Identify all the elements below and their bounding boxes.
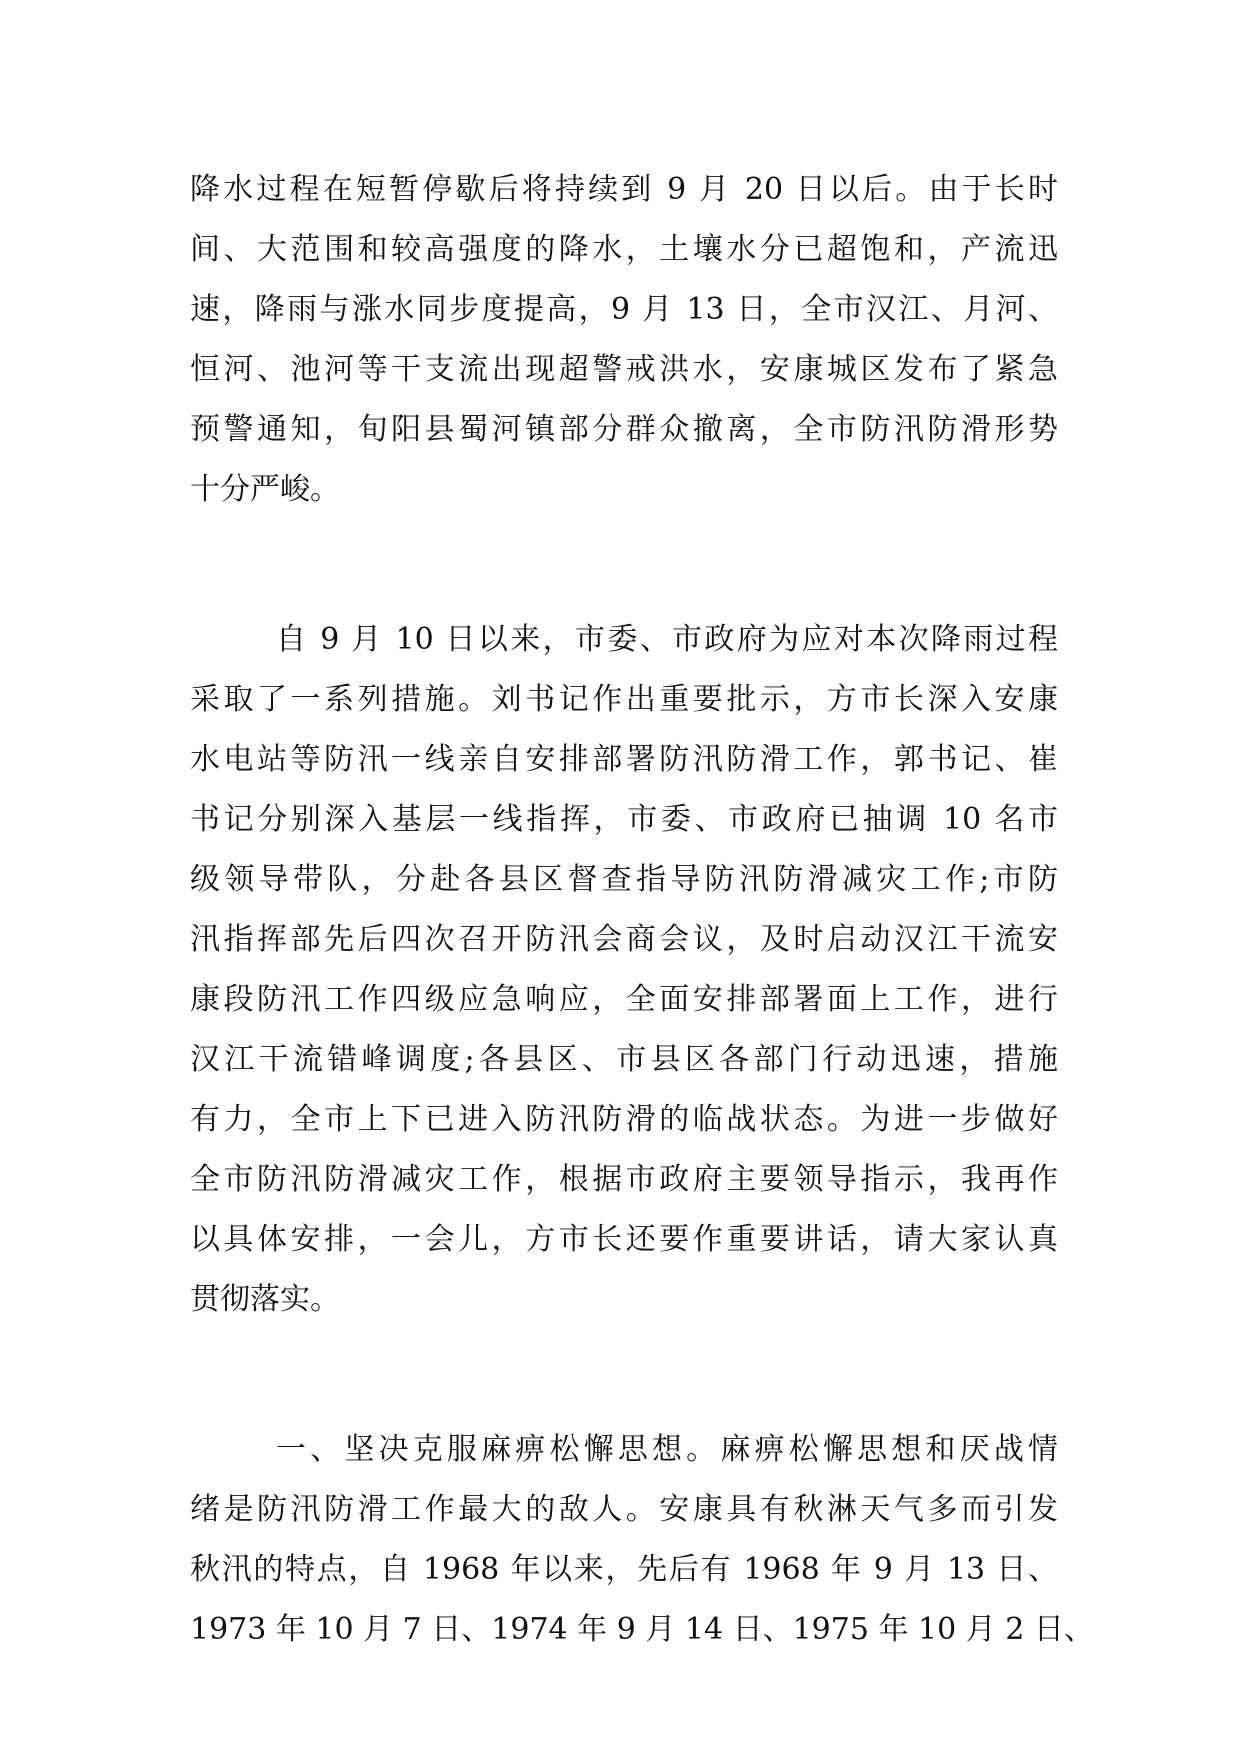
text-line: 十分严峻。 <box>190 472 340 507</box>
text-line: 恒河、池河等干支流出现超警戒洪水，安康城区发布了紧急 <box>190 352 1058 387</box>
text-line: 间、大范围和较高强度的降水，土壤水分已超饱和，产流迅 <box>190 232 1058 267</box>
text-line: 速，降雨与涨水同步度提高，9 月 13 日，全市汉江、月河、 <box>190 292 1058 327</box>
text-line: 汛指挥部先后四次召开防汛会商会议，及时启动汉江干流安 <box>190 922 1058 957</box>
text-line: 预警通知，旬阳县蜀河镇部分群众撤离，全市防汛防滑形势 <box>190 412 1058 447</box>
text-line: 水电站等防汛一线亲自安排部署防汛防滑工作，郭书记、崔 <box>190 742 1058 777</box>
text-line: 降水过程在短暂停歇后将持续到 9 月 20 日以后。由于长时 <box>190 172 1058 207</box>
text-line: 以具体安排，一会儿，方市长还要作重要讲话，请大家认真 <box>190 1222 1058 1257</box>
text-line: 一、坚决克服麻痹松懈思想。麻痹松懈思想和厌战情 <box>276 1432 1058 1467</box>
text-line: 采取了一系列措施。刘书记作出重要批示，方市长深入安康 <box>190 682 1058 717</box>
text-line: 汉江干流错峰调度;各县区、市县区各部门行动迅速，措施 <box>190 1042 1058 1077</box>
document-body <box>190 160 1094 1660</box>
text-line: 级领导带队，分赴各县区督查指导防汛防滑减灾工作;市防 <box>190 862 1058 897</box>
text-line: 贯彻落实。 <box>190 1282 340 1317</box>
text-line: 秋汛的特点，自 1968 年以来，先后有 1968 年 9 月 13 日、 <box>190 1552 1058 1587</box>
text-line: 有力，全市上下已进入防汛防滑的临战状态。为进一步做好 <box>190 1102 1058 1137</box>
text-line: 1973 年 10 月 7 日、1974 年 9 月 14 日、1975 年 10 月 2 日、 <box>190 1612 1094 1647</box>
text-line: 自 9 月 10 日以来，市委、市政府为应对本次降雨过程 <box>276 622 1058 657</box>
text-line: 书记分别深入基层一线指挥，市委、市政府已抽调 10 名市 <box>190 802 1058 837</box>
paragraph-2 <box>190 610 1058 1330</box>
text-line: 康段防汛工作四级应急响应，全面安排部署面上工作，进行 <box>190 982 1058 1017</box>
paragraph-3 <box>190 1420 1094 1660</box>
paragraph-1 <box>190 160 1058 520</box>
text-line: 全市防汛防滑减灾工作，根据市政府主要领导指示，我再作 <box>190 1162 1058 1197</box>
text-line: 绪是防汛防滑工作最大的敌人。安康具有秋淋天气多而引发 <box>190 1492 1058 1527</box>
